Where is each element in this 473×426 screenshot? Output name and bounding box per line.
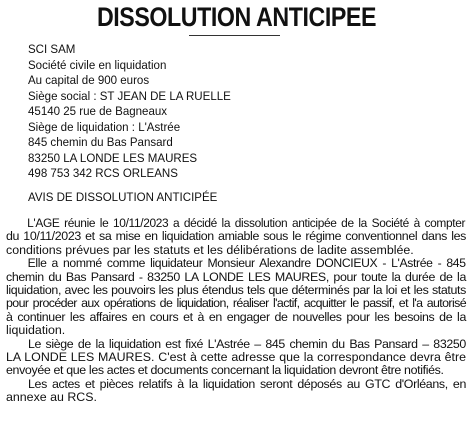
text-line: Elle a nommé comme liquidateur Monsieur Alexandre DONCIEUX - L'Astrée - 845 <box>27 256 466 271</box>
notice-title: DISSOLUTION ANTICIPEE <box>96 2 377 32</box>
registered-office: Siège social : ST JEAN DE LA RUELLE <box>28 88 231 103</box>
liquidation-seat: Siège de liquidation : L'Astrée <box>28 119 181 134</box>
text-line: à continuer les affaires en cours et à en engager de nouvelles pour les besoins de la <box>6 309 466 324</box>
text-line: liquidation. <box>6 323 66 338</box>
registered-office-address: 45140 25 rue de Bagneaux <box>28 104 168 118</box>
company-name: SCI SAM <box>28 42 76 56</box>
paragraph-liquidation-seat <box>6 338 466 378</box>
text-line: envoyée et que les actes et documents concernant la liquidation devront être notifiés. <box>6 363 444 378</box>
company-header <box>28 42 246 182</box>
text-line: LA LONDE LES MAURES. C'est à cette adresse que la correspondance devra être <box>6 350 466 365</box>
notice-body <box>6 217 466 405</box>
text-line: L'AGE réunie le 10/11/2023 a décidé la dissolution anticipée de la Société à compter <box>27 216 466 230</box>
paragraph-dissolution <box>6 217 466 257</box>
liquidation-seat-city: 83250 LA LONDE LES MAURES <box>28 150 198 165</box>
text-line: conditions prévues par les statuts et les délibérations de ladite assemblée. <box>6 242 414 257</box>
text-line: liquidation, avec les pouvoirs les plus étendus tels que déterminés par la loi et les statuts <box>6 283 466 298</box>
paragraph-liquidator <box>6 257 466 337</box>
company-form: Société civile en liquidation <box>28 57 167 72</box>
title-underline <box>189 35 280 36</box>
rcs-number: 498 753 342 RCS ORLEANS <box>28 166 178 180</box>
liquidation-seat-street: 845 chemin du Bas Pansard <box>28 135 173 149</box>
text-line: Le siège de la liquidation est fixé L'Astrée – 845 chemin du Bas Pansard – 83250 <box>27 336 466 351</box>
avis-heading: AVIS DE DISSOLUTION ANTICIPÉE <box>28 190 218 204</box>
text-line: pour procéder aux opérations de liquidation, réaliser l'actif, acquitter le passif, et l'a autorisé <box>6 296 466 311</box>
text-line: chemin du Bas Pansard - 83250 LA LONDE LES MAURES, pour toute la durée de la <box>6 269 466 284</box>
company-capital: Au capital de 900 euros <box>28 73 150 87</box>
paragraph-filing <box>6 378 466 405</box>
text-line: du 10/11/2023 et sa mise en liquidation amiable sous le régime conventionnel dans les <box>6 229 466 244</box>
text-line: annexe au RCS. <box>6 390 97 405</box>
text-line: Les actes et pièces relatifs à la liquidation seront déposés au GTC d'Orléans, en <box>28 376 466 391</box>
